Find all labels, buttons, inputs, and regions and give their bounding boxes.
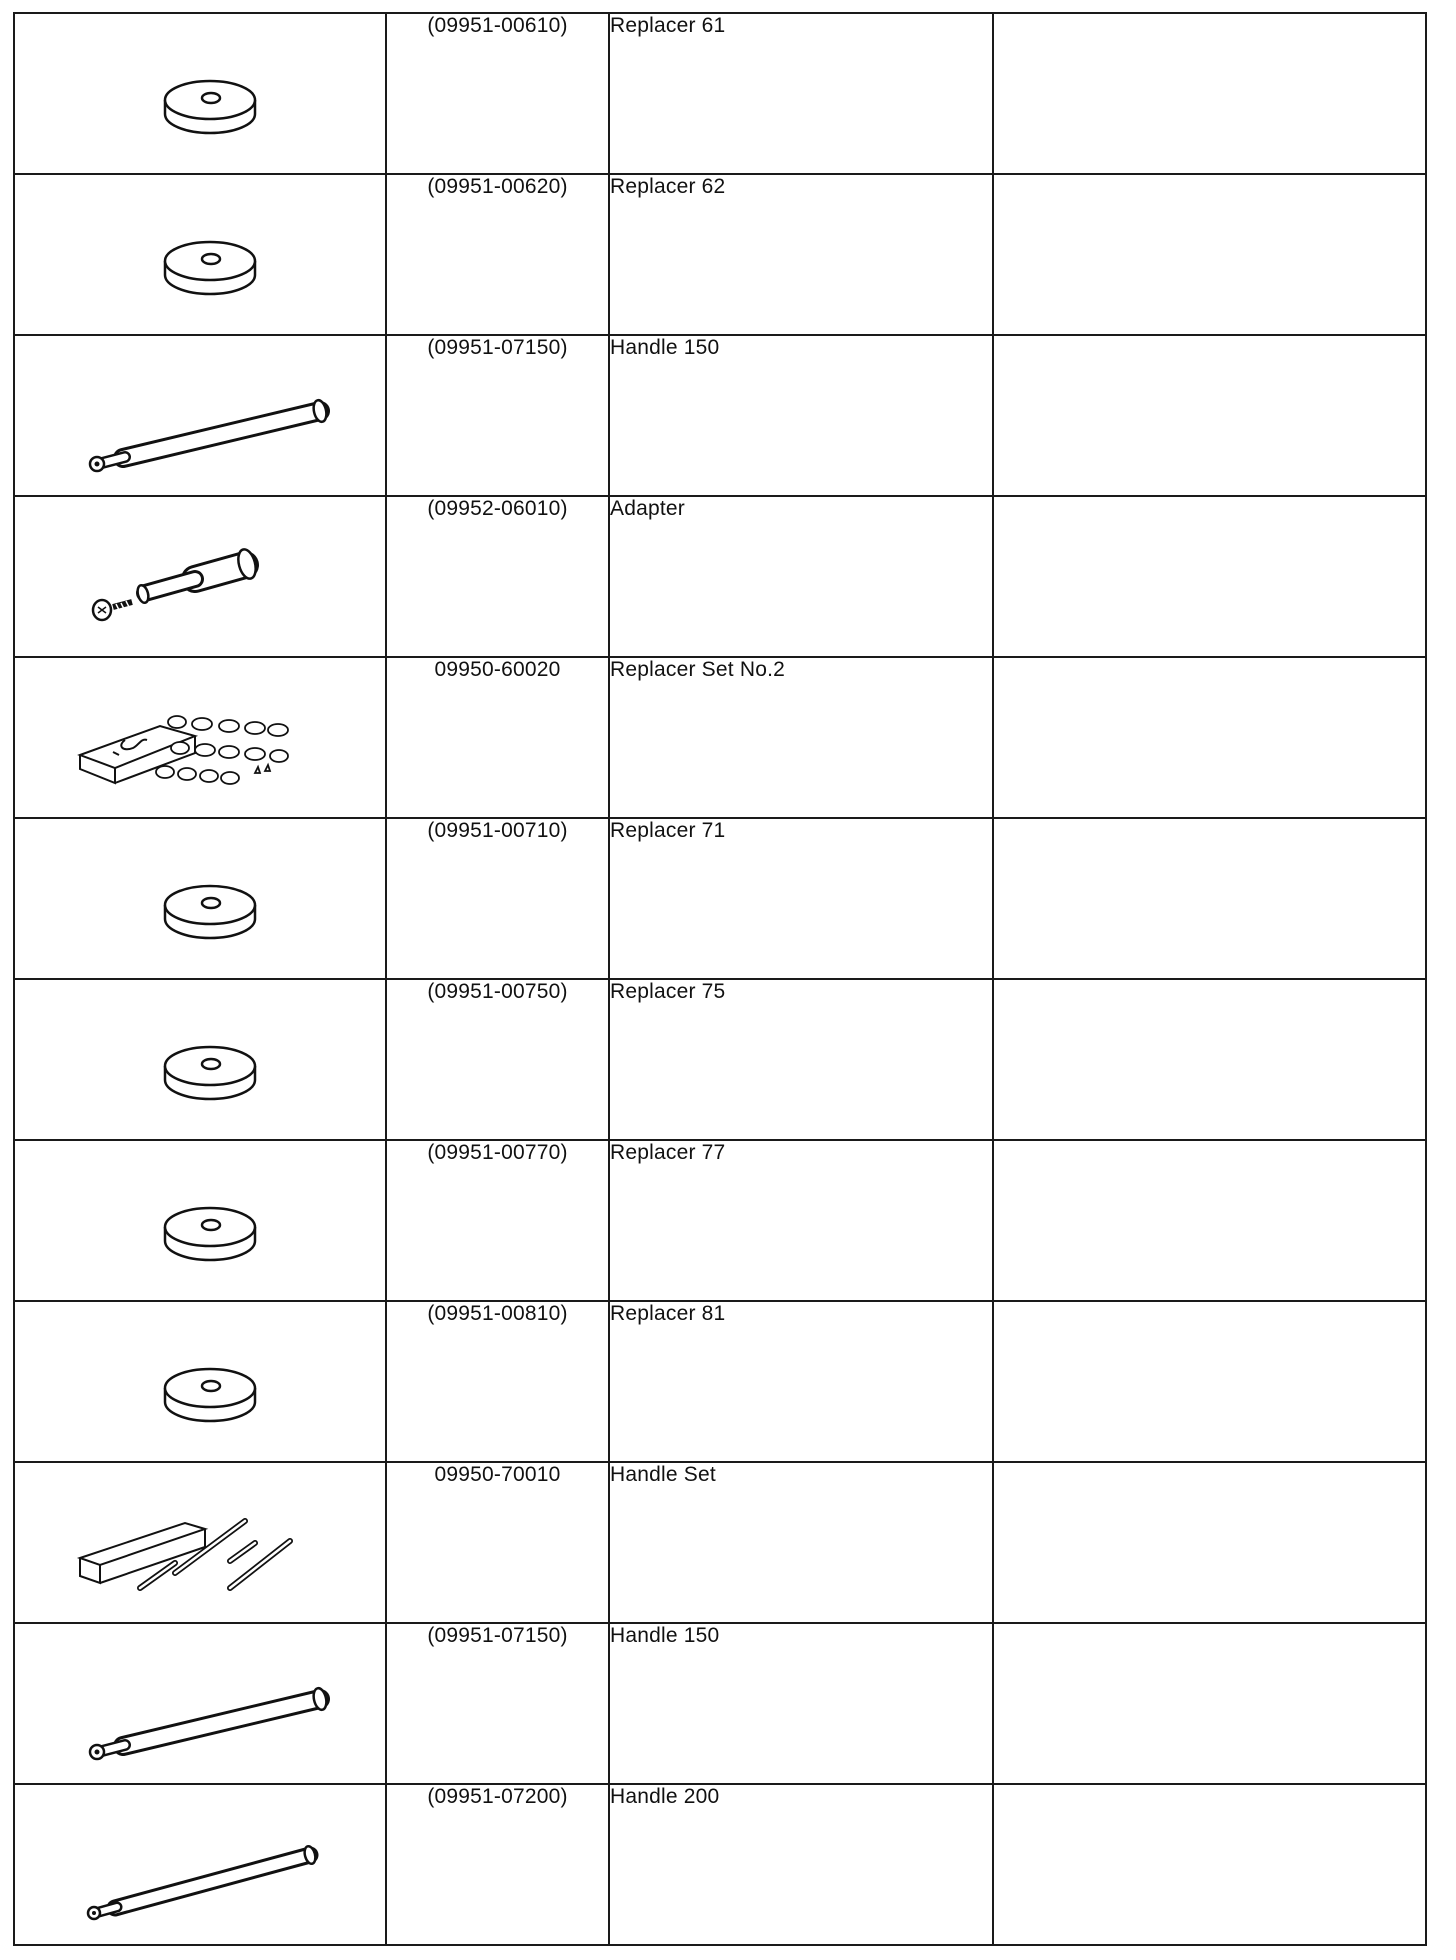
part-number: (09951-00610) — [386, 13, 609, 174]
replacer-disc-icon — [15, 1302, 387, 1461]
handle-rod-long-icon — [15, 1785, 387, 1944]
tool-name: Replacer Set No.2 — [609, 657, 993, 818]
tool-name: Adapter — [609, 496, 993, 657]
tool-name: Handle 200 — [609, 1784, 993, 1945]
note-cell — [993, 1784, 1426, 1945]
note-cell — [993, 13, 1426, 174]
table-row — [14, 1784, 1426, 1945]
part-number: (09951-00710) — [386, 818, 609, 979]
table-row — [14, 657, 1426, 818]
table-row — [14, 1462, 1426, 1623]
tool-name: Replacer 71 — [609, 818, 993, 979]
note-cell — [993, 1462, 1426, 1623]
part-number: (09951-00620) — [386, 174, 609, 335]
tool-name: Handle 150 — [609, 1623, 993, 1784]
table-row — [14, 13, 1426, 174]
illustration-cell — [14, 335, 386, 496]
table-row — [14, 818, 1426, 979]
part-number: 09950-70010 — [386, 1462, 609, 1623]
illustration-cell — [14, 657, 386, 818]
handle-set-icon — [15, 1463, 387, 1622]
table-row — [14, 1623, 1426, 1784]
illustration-cell — [14, 174, 386, 335]
replacer-set-icon — [15, 658, 387, 817]
note-cell — [993, 1623, 1426, 1784]
replacer-disc-icon — [15, 819, 387, 978]
replacer-disc-icon — [15, 14, 387, 173]
tool-name: Replacer 81 — [609, 1301, 993, 1462]
table-row — [14, 496, 1426, 657]
replacer-disc-icon — [15, 1141, 387, 1300]
note-cell — [993, 1301, 1426, 1462]
part-number: (09951-00810) — [386, 1301, 609, 1462]
note-cell — [993, 657, 1426, 818]
handle-rod-icon — [15, 336, 387, 495]
illustration-cell — [14, 1301, 386, 1462]
handle-rod-icon — [15, 1624, 387, 1783]
note-cell — [993, 335, 1426, 496]
part-number: (09951-07200) — [386, 1784, 609, 1945]
note-cell — [993, 1140, 1426, 1301]
illustration-cell — [14, 979, 386, 1140]
note-cell — [993, 979, 1426, 1140]
adapter-icon — [15, 497, 387, 656]
table-row — [14, 1140, 1426, 1301]
illustration-cell — [14, 1462, 386, 1623]
tool-name: Handle Set — [609, 1462, 993, 1623]
table-row — [14, 1301, 1426, 1462]
tool-name: Replacer 61 — [609, 13, 993, 174]
table-row — [14, 174, 1426, 335]
table-row — [14, 335, 1426, 496]
part-number: (09951-07150) — [386, 335, 609, 496]
illustration-cell — [14, 13, 386, 174]
table-row — [14, 979, 1426, 1140]
special-tools-table — [13, 12, 1427, 1946]
note-cell — [993, 818, 1426, 979]
part-number: 09950-60020 — [386, 657, 609, 818]
illustration-cell — [14, 496, 386, 657]
replacer-disc-icon — [15, 175, 387, 334]
part-number: (09951-07150) — [386, 1623, 609, 1784]
note-cell — [993, 496, 1426, 657]
tool-name: Replacer 75 — [609, 979, 993, 1140]
illustration-cell — [14, 1623, 386, 1784]
part-number: (09951-00750) — [386, 979, 609, 1140]
note-cell — [993, 174, 1426, 335]
illustration-cell — [14, 1140, 386, 1301]
illustration-cell — [14, 1784, 386, 1945]
tool-name: Replacer 77 — [609, 1140, 993, 1301]
tool-name: Replacer 62 — [609, 174, 993, 335]
tool-name: Handle 150 — [609, 335, 993, 496]
part-number: (09951-00770) — [386, 1140, 609, 1301]
part-number: (09952-06010) — [386, 496, 609, 657]
illustration-cell — [14, 818, 386, 979]
replacer-disc-icon — [15, 980, 387, 1139]
